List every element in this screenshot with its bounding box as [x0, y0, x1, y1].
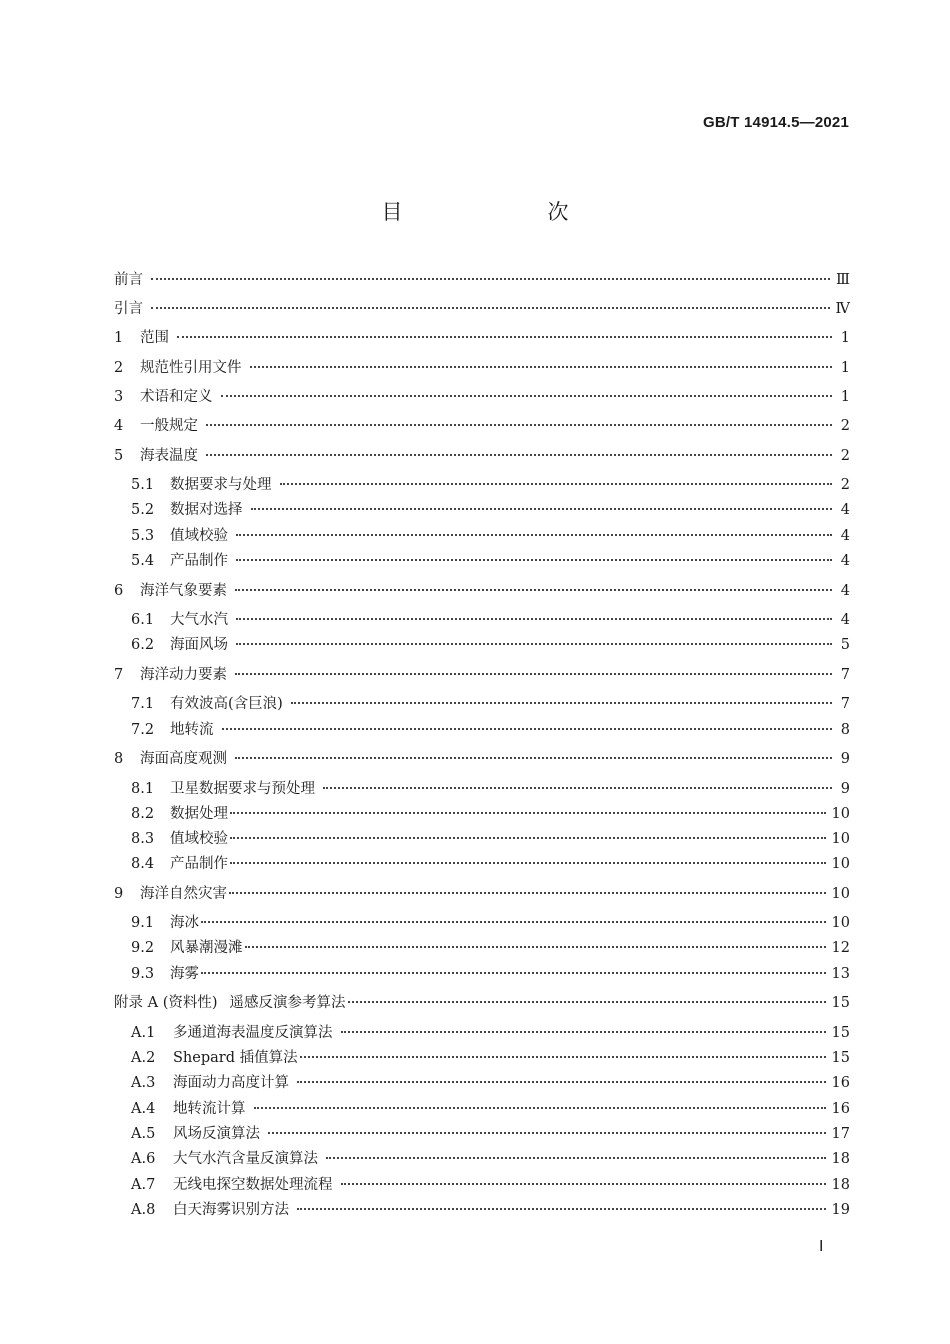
toc-entry-label: 遥感反演参考算法 [229, 995, 346, 1011]
toc-entry[interactable] [131, 693, 850, 715]
toc-entry-number: 2 [114, 360, 124, 376]
toc-entry-page: 18 [831, 1177, 850, 1193]
toc-entry-number: A.6 [131, 1151, 156, 1167]
toc-leader-dots [236, 618, 832, 620]
toc-entry-label: 有效波高(含巨浪) [170, 696, 283, 712]
toc-entry-page: 10 [831, 856, 850, 872]
toc-entry[interactable] [114, 327, 850, 349]
toc-entry-number: 7 [114, 667, 124, 683]
toc-entry-label: 海洋动力要素 [140, 667, 227, 683]
toc-entry-page: 4 [840, 553, 850, 569]
toc-entry-label: 前言 [114, 272, 143, 288]
toc-entry[interactable] [131, 1174, 850, 1196]
toc-entry-number: 3 [114, 389, 124, 405]
toc-entry-page: Ⅲ [836, 272, 850, 288]
toc-entry-page: 4 [840, 583, 850, 599]
toc-leader-dots [151, 307, 830, 309]
toc-entry-label: 值域校验 [170, 528, 228, 544]
toc-entry[interactable] [131, 719, 850, 741]
toc-entry[interactable] [131, 1072, 850, 1094]
toc-entry-label: 无线电探空数据处理流程 [173, 1177, 333, 1193]
toc-entry[interactable] [114, 580, 850, 602]
toc-entry-number: 7.1 [131, 696, 155, 712]
toc-entry-page: 10 [831, 886, 850, 902]
toc-entry-label: 一般规定 [140, 418, 198, 434]
toc-entry-number: 5 [114, 448, 124, 464]
toc-leader-dots [221, 395, 833, 397]
toc-leader-dots [206, 424, 832, 426]
toc-entry-label: 规范性引用文件 [140, 360, 242, 376]
toc-entry-number: 7.2 [131, 722, 155, 738]
toc-entry-label: 卫星数据要求与预处理 [170, 781, 315, 797]
toc-entry-page: 10 [831, 915, 850, 931]
toc-entry[interactable] [131, 1047, 850, 1069]
toc-entry-number: A.8 [131, 1202, 156, 1218]
toc-leader-dots [280, 483, 833, 485]
toc-leader-dots [323, 787, 832, 789]
toc-entry[interactable] [131, 1148, 850, 1170]
toc-entry-page: 15 [831, 1025, 850, 1041]
toc-entry-number: A.2 [131, 1050, 156, 1066]
toc-entry[interactable] [114, 883, 850, 905]
toc-entry-label: 地转流 [170, 722, 214, 738]
toc-entry-label: 范围 [140, 330, 169, 346]
toc-entry[interactable] [131, 778, 850, 800]
toc-entry-number: 附录 A (资料性) [114, 995, 218, 1011]
toc-entry-label: 引言 [114, 301, 143, 317]
toc-entry-page: 2 [840, 477, 850, 493]
toc-entry-label: 海面动力高度计算 [173, 1075, 289, 1091]
toc-entry-number: 9.1 [131, 915, 155, 931]
toc-leader-dots [201, 921, 826, 923]
toc-leader-dots [250, 366, 833, 368]
toc-entry-number: 9.2 [131, 940, 155, 956]
toc-entry-number: A.3 [131, 1075, 156, 1091]
toc-entry-label: 数据处理 [170, 806, 228, 822]
toc-leader-dots [235, 673, 832, 675]
toc-entry[interactable] [114, 992, 850, 1014]
toc-entry-label: 海洋气象要素 [140, 583, 227, 599]
toc-entry[interactable] [114, 269, 850, 291]
toc-entry-number: 8.3 [131, 831, 155, 847]
toc-entry[interactable] [131, 1199, 850, 1221]
toc-leader-dots [235, 589, 832, 591]
toc-leader-dots [300, 1056, 826, 1058]
toc-leader-dots [236, 559, 832, 561]
toc-entry[interactable] [114, 445, 850, 467]
toc-leader-dots [236, 643, 832, 645]
toc-entry-page: 1 [840, 330, 850, 346]
toc-entry[interactable] [114, 357, 850, 379]
toc-entry-page: 4 [840, 502, 850, 518]
toc-leader-dots [251, 508, 833, 510]
toc-entry-page: 15 [831, 995, 850, 1011]
toc-entry-page: 9 [840, 751, 850, 767]
toc-leader-dots [236, 534, 832, 536]
toc-entry-label: 数据对选择 [170, 502, 243, 518]
toc-entry[interactable] [131, 525, 850, 547]
toc-entry-label: 产品制作 [170, 856, 228, 872]
toc-entry-number: 1 [114, 330, 124, 346]
toc-entry-label: 大气水汽 [170, 612, 228, 628]
toc-leader-dots [201, 972, 826, 974]
toc-entry[interactable] [131, 1022, 850, 1044]
toc-entry-number: A.4 [131, 1101, 156, 1117]
toc-entry-number: 9 [114, 886, 124, 902]
toc-entry-number: 5.3 [131, 528, 155, 544]
toc-entry[interactable] [131, 828, 850, 850]
toc-entry-page: 7 [840, 667, 850, 683]
toc-entry-number: 8 [114, 751, 124, 767]
toc-entry-page: 4 [840, 612, 850, 628]
toc-title: 目 次 [381, 200, 631, 224]
toc-entry-label: 地转流计算 [173, 1101, 246, 1117]
toc-entry-label: 值域校验 [170, 831, 228, 847]
toc-entry[interactable] [131, 803, 850, 825]
toc-entry-number: 8.2 [131, 806, 155, 822]
toc-entry-label: 术语和定义 [140, 389, 213, 405]
toc-entry-number: A.7 [131, 1177, 156, 1193]
toc-leader-dots [151, 278, 830, 280]
toc-entry-page: 17 [831, 1126, 850, 1142]
toc-entry-number: A.5 [131, 1126, 156, 1142]
toc-entry-page: 2 [840, 418, 850, 434]
toc-entry-label: 海面高度观测 [140, 751, 227, 767]
toc-leader-dots [341, 1183, 826, 1185]
toc-entry[interactable] [114, 664, 850, 686]
toc-entry-label: 多通道海表温度反演算法 [173, 1025, 333, 1041]
toc-entry-page: 9 [840, 781, 850, 797]
toc-entry[interactable] [114, 386, 850, 408]
toc-entry-page: 16 [831, 1075, 850, 1091]
toc-entry-label: 海冰 [170, 915, 199, 931]
toc-leader-dots [230, 837, 826, 839]
toc-entry-page: 7 [840, 696, 850, 712]
toc-entry-label: 大气水汽含量反演算法 [173, 1151, 318, 1167]
footer-page-number: Ⅰ [819, 1239, 824, 1255]
toc-entry-number: 5.4 [131, 553, 155, 569]
toc-leader-dots [341, 1031, 826, 1033]
toc-entry-label: 海洋自然灾害 [140, 886, 227, 902]
toc-entry[interactable] [131, 474, 850, 496]
toc-entry-page: 19 [831, 1202, 850, 1218]
toc-entry-label: 数据要求与处理 [170, 477, 272, 493]
toc-entry-label: 海面风场 [170, 637, 228, 653]
toc-entry[interactable] [131, 853, 850, 875]
toc-entry-number: 5.2 [131, 502, 155, 518]
toc-entry-label: 风暴潮漫滩 [170, 940, 243, 956]
toc-entry[interactable] [131, 634, 850, 656]
toc-leader-dots [268, 1132, 826, 1134]
toc-entry-number: 9.3 [131, 966, 155, 982]
toc-entry-page: 10 [831, 831, 850, 847]
toc-leader-dots [230, 812, 826, 814]
toc-entry-label: 产品制作 [170, 553, 228, 569]
toc-entry[interactable] [114, 415, 850, 437]
toc-entry-page: 13 [831, 966, 850, 982]
toc-entry-page: 1 [840, 360, 850, 376]
toc-entry[interactable] [131, 1123, 850, 1145]
toc-entry-label: Shepard 插值算法 [173, 1050, 298, 1066]
toc-entry[interactable] [131, 499, 850, 521]
toc-entry-number: A.1 [131, 1025, 156, 1041]
toc-entry[interactable] [114, 748, 850, 770]
toc-entry-label: 海表温度 [140, 448, 198, 464]
toc-leader-dots [291, 702, 832, 704]
toc-leader-dots [297, 1208, 826, 1210]
toc-entry-number: 4 [114, 418, 124, 434]
toc-leader-dots [229, 892, 826, 894]
toc-entry-page: Ⅳ [835, 301, 850, 317]
toc-entry-number: 6 [114, 583, 124, 599]
toc-entry-page: 2 [840, 448, 850, 464]
toc-entry-page: 8 [840, 722, 850, 738]
toc-entry[interactable] [131, 550, 850, 572]
toc-leader-dots [326, 1157, 826, 1159]
toc-leader-dots [177, 336, 832, 338]
toc-entry-number: 6.2 [131, 637, 155, 653]
toc-entry[interactable] [131, 1098, 850, 1120]
toc-entry[interactable] [131, 912, 850, 934]
toc-entry-page: 4 [840, 528, 850, 544]
toc-entry-page: 15 [831, 1050, 850, 1066]
toc-entry-page: 12 [831, 940, 850, 956]
toc-entry-page: 10 [831, 806, 850, 822]
toc-leader-dots [206, 454, 832, 456]
toc-entry-page: 5 [840, 637, 850, 653]
toc-entry-number: 8.4 [131, 856, 155, 872]
toc-leader-dots [230, 862, 826, 864]
toc-entry-number: 5.1 [131, 477, 155, 493]
toc-leader-dots [297, 1081, 826, 1083]
standard-code: GB/T 14914.5—2021 [703, 114, 849, 131]
toc-leader-dots [235, 757, 832, 759]
toc-leader-dots [222, 728, 833, 730]
toc-leader-dots [254, 1107, 826, 1109]
toc-entry-page: 18 [831, 1151, 850, 1167]
toc-entry-page: 16 [831, 1101, 850, 1117]
toc-entry-number: 6.1 [131, 612, 155, 628]
toc-entry[interactable] [131, 937, 850, 959]
toc-entry-label: 白天海雾识别方法 [173, 1202, 289, 1218]
toc-entry-label: 海雾 [170, 966, 199, 982]
toc-leader-dots [245, 946, 826, 948]
toc-entry-page: 1 [840, 389, 850, 405]
toc-entry[interactable] [131, 963, 850, 985]
toc-entry-number: 8.1 [131, 781, 155, 797]
toc-entry[interactable] [114, 298, 850, 320]
toc-entry[interactable] [131, 609, 850, 631]
toc-entry-label: 风场反演算法 [173, 1126, 260, 1142]
toc-leader-dots [348, 1001, 826, 1003]
